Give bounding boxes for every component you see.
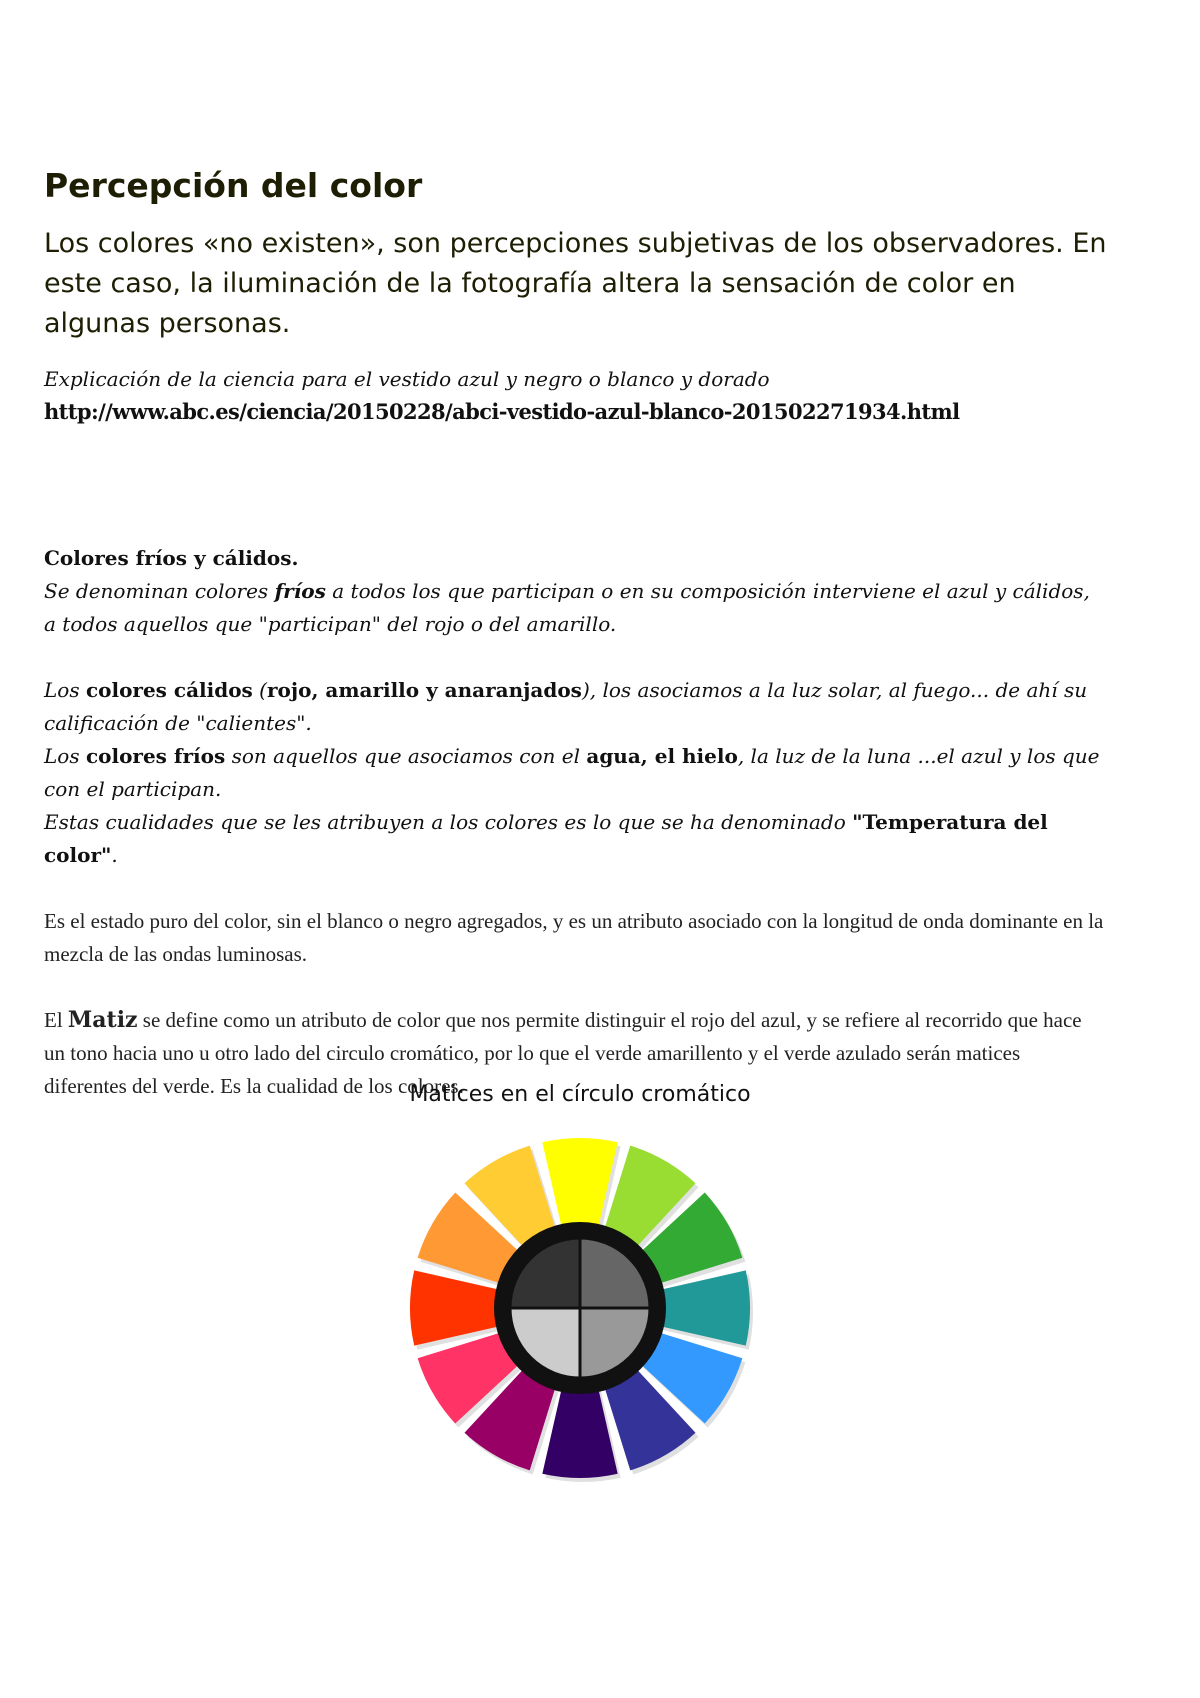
emphasis-temperature: "Temperatura del color" bbox=[44, 810, 1048, 867]
emphasis-matiz: Matiz bbox=[67, 1007, 138, 1033]
color-wheel-figure bbox=[380, 1080, 780, 1498]
temperature-paragraph: Estas cualidades que se les atribuyen a los colores es lo que se ha denominado "Temperatura del color". bbox=[44, 810, 1048, 867]
emphasis-warm-list: rojo, amarillo y anaranjados bbox=[266, 678, 582, 702]
warm-colors-paragraph: Los colores cálidos (rojo, amarillo y anaranjados), los asociamos a la luz solar, al fuego... de ahí su calificación de "calientes". bbox=[44, 678, 1088, 735]
color-wheel bbox=[390, 1128, 770, 1498]
document-content bbox=[44, 166, 1144, 1103]
emphasis-warm-colors: colores cálidos bbox=[85, 678, 253, 702]
page-title: Percepción del color bbox=[44, 166, 423, 205]
source-note: Explicación de la ciencia para el vestido azul y negro o blanco y dorado bbox=[44, 367, 770, 391]
emphasis-cold-colors: colores fríos bbox=[85, 744, 226, 768]
lead-paragraph: Los colores «no existen», son percepciones subjetivas de los observadores. En este caso, la iluminación de la fotografía altera la sensación de color en algunas personas. bbox=[44, 228, 1107, 339]
emphasis-cold-list: agua, el hielo bbox=[586, 744, 738, 768]
emphasis-cold: fríos bbox=[274, 579, 326, 603]
hue-definition: Es el estado puro del color, sin el blanco o negro agregados, y es un atributo asociado con la longitud de onda dominante en la mezcla de las ondas luminosas. bbox=[44, 909, 1104, 966]
matiz-paragraph: El Matiz se define como un atributo de color que nos permite distinguir el rojo del azul, y se refiere al recorrido que hace un tono hacia uno u otro lado del circulo cromático, por lo que el verde amarillento y el verde azulado serán matices diferentes del verde. Es la cualidad de los colores. bbox=[44, 1007, 1082, 1098]
temperature-section bbox=[44, 542, 1104, 1103]
cold-colors-paragraph: Los colores fríos son aquellos que asociamos con el agua, el hielo, la luz de la luna ...el azul y los que con el participan. bbox=[44, 744, 1100, 801]
section-heading: Colores fríos y cálidos. bbox=[44, 546, 299, 570]
figure-title: Matices en el círculo cromático bbox=[409, 1082, 751, 1107]
cold-warm-definition: Se denominan colores fríos a todos los que participan o en su composición interviene el azul y cálidos, a todos aquellos que "participan" del rojo o del amarillo. bbox=[44, 579, 1090, 636]
source-url: http://www.abc.es/ciencia/20150228/abci-vestido-azul-blanco-201502271934.html bbox=[44, 399, 960, 424]
